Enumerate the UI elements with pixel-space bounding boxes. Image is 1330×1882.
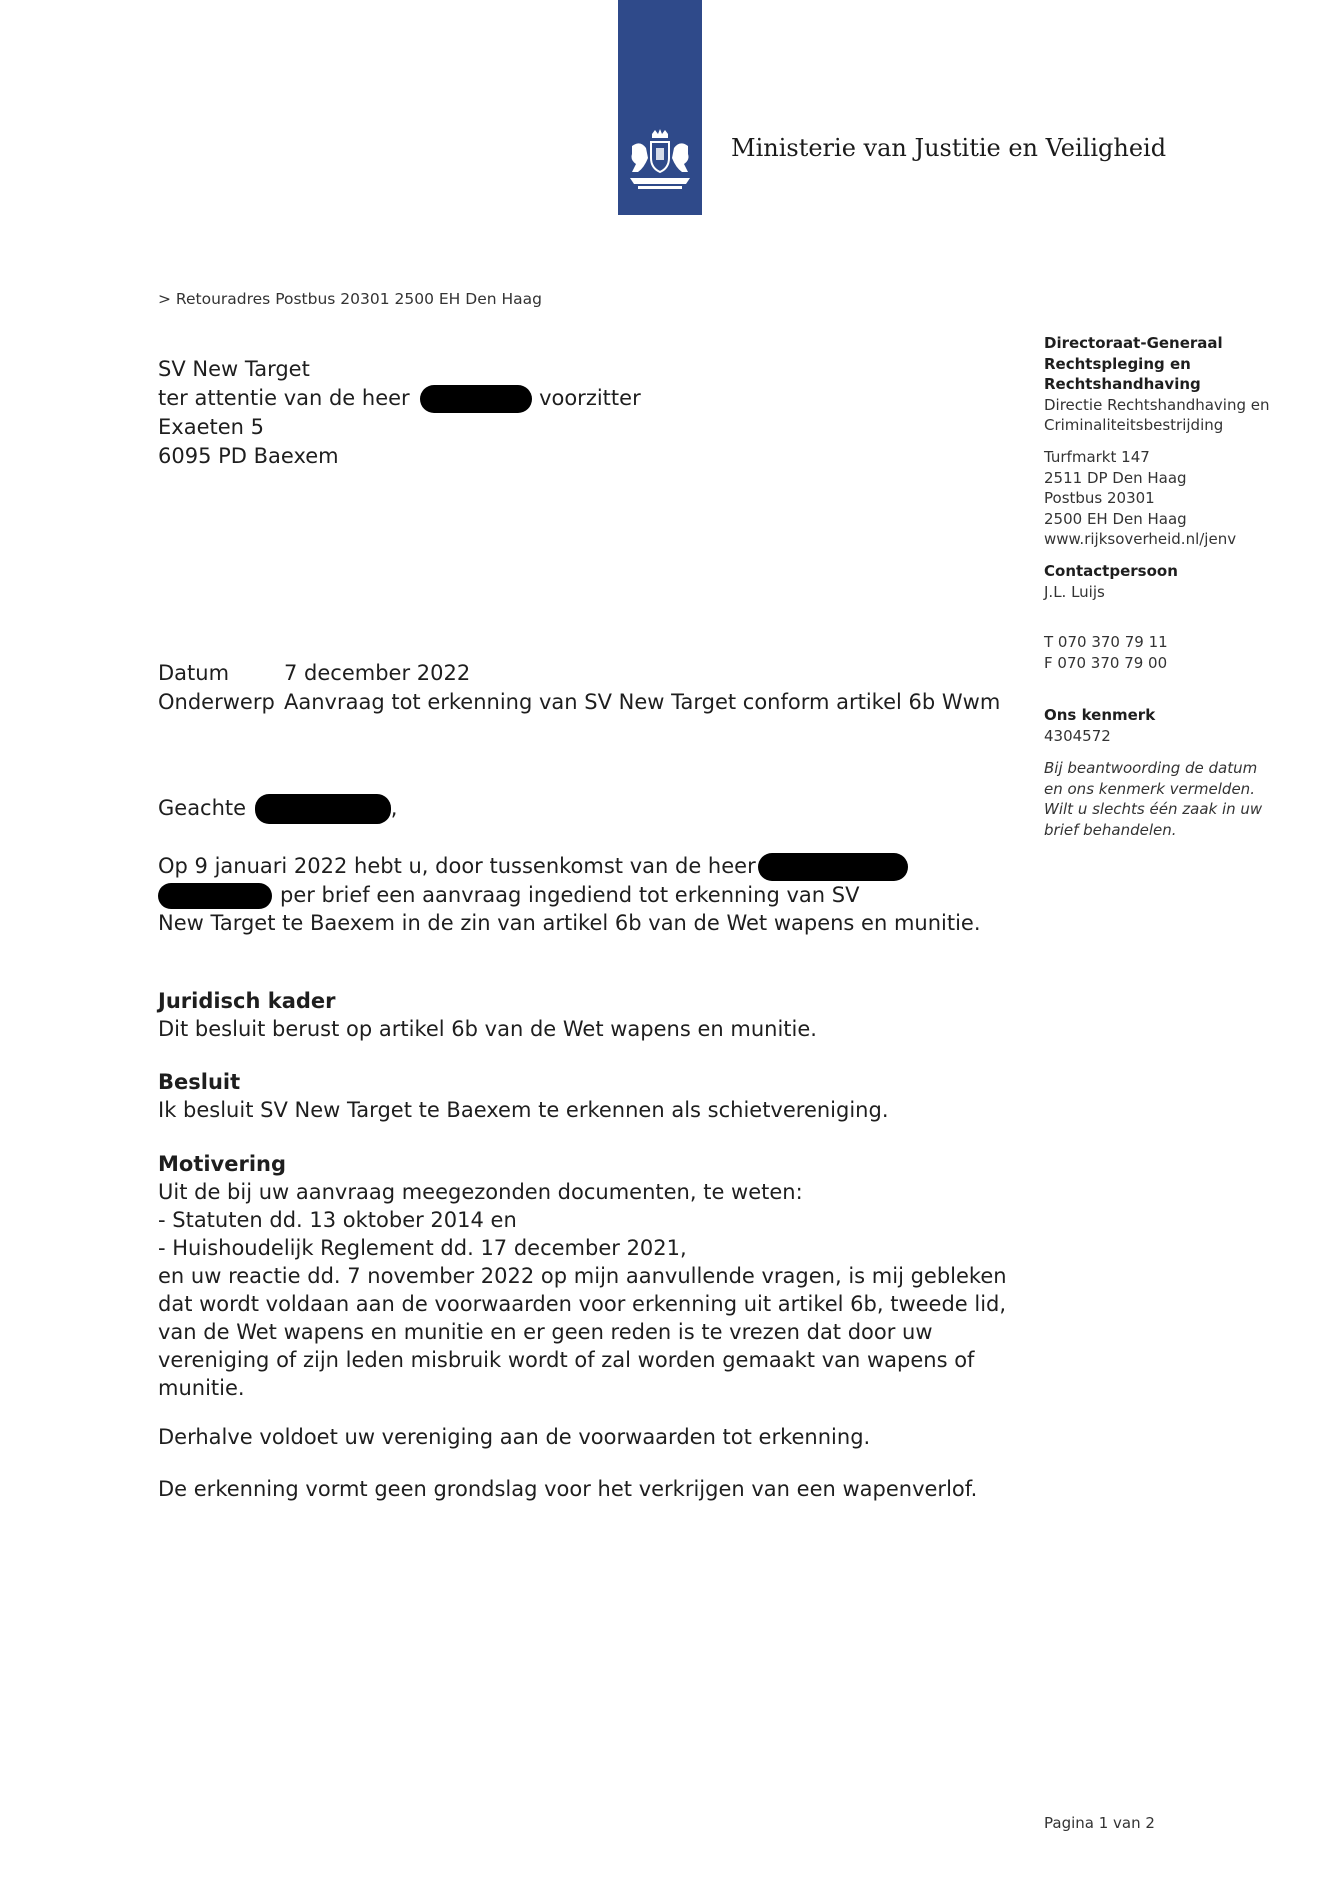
conclusion: Derhalve voldoet uw vereniging aan de voorwaarden tot erkenning.	[158, 1425, 871, 1449]
date-row	[158, 659, 1000, 688]
salutation-end: ,	[390, 796, 398, 820]
recipient-street: Exaeten 5	[158, 415, 264, 439]
phone-number: T 070 370 79 11	[1044, 633, 1168, 651]
intro-line: Op 9 januari 2022 hebt u, door tussenkomst van de heer	[158, 854, 756, 878]
recipient-postal-city: 6095 PD Baexem	[158, 444, 339, 468]
department-line: Rechtspleging en	[1044, 354, 1191, 373]
motivation-line: - Huishoudelijk Reglement dd. 17 december 2021,	[158, 1236, 687, 1260]
sidebar-phone	[1044, 632, 1304, 673]
intro-rest: New Target te Baexem in de zin van artikel 6b van de Wet wapens en munitie.	[158, 911, 981, 935]
department-line: Rechtshandhaving	[1044, 375, 1201, 393]
recipient-name: SV New Target	[158, 357, 310, 381]
motivation-line: Uit de bij uw aanvraag meegezonden documenten, te weten:	[158, 1180, 803, 1204]
note-line: brief behandelen.	[1044, 820, 1177, 839]
address-line: Postbus 20301	[1044, 489, 1155, 507]
ministry-name: Ministerie van Justitie en Veiligheid	[731, 134, 1167, 162]
sidebar-reference	[1044, 705, 1304, 746]
attention-prefix: ter attentie van de heer	[158, 386, 410, 410]
note-line: Bij beantwoording de datum	[1044, 759, 1258, 777]
motivation-section	[158, 1150, 1008, 1402]
redaction-bar	[758, 853, 908, 881]
decision-heading: Besluit	[158, 1070, 241, 1094]
reference-number: 4304572	[1044, 726, 1111, 745]
redaction-bar	[255, 794, 391, 824]
address-line: 2511 DP Den Haag	[1044, 468, 1187, 487]
coat-of-arms-icon	[618, 128, 702, 202]
contact-name: J.L. Luijs	[1044, 582, 1105, 601]
recipient-address	[158, 355, 641, 471]
subject-label: Onderwerp	[158, 690, 275, 714]
fax-number: F 070 370 79 00	[1044, 653, 1168, 672]
subject-row	[158, 688, 1000, 717]
reference-label: Ons kenmerk	[1044, 706, 1156, 724]
date-label: Datum	[158, 661, 230, 685]
sidebar-contact	[1044, 561, 1304, 602]
intro-paragraph	[158, 852, 1008, 937]
motivation-line: - Statuten dd. 13 oktober 2014 en	[158, 1208, 517, 1232]
letter-meta	[158, 659, 1000, 717]
directorate-line: Directie Rechtshandhaving en	[1044, 395, 1270, 414]
salutation	[158, 794, 1008, 824]
decision-text: Ik besluit SV New Target te Baexem te erkennen als schietvereniging.	[158, 1098, 889, 1122]
page-number: Pagina 1 van 2	[1044, 1814, 1155, 1832]
note-line: en ons kenmerk vermelden.	[1044, 779, 1255, 798]
note-line: Wilt u slechts één zaak in uw	[1044, 800, 1263, 818]
sidebar-department	[1044, 333, 1304, 436]
sidebar-address	[1044, 447, 1304, 550]
return-address: > Retouradres Postbus 20301 2500 EH Den Haag	[158, 290, 542, 308]
department-line: Directoraat-Generaal	[1044, 334, 1223, 352]
closing-statement: De erkenning vormt geen grondslag voor het verkrijgen van een wapenverlof.	[158, 1477, 978, 1501]
contact-label: Contactpersoon	[1044, 562, 1178, 580]
address-line: 2500 EH Den Haag	[1044, 509, 1187, 528]
redaction-bar	[420, 385, 532, 413]
intro-line: per brief een aanvraag ingediend tot erkenning van SV	[280, 883, 860, 907]
recipient-attention	[158, 384, 641, 413]
salutation-text: Geachte	[158, 796, 247, 820]
decision-section	[158, 1068, 1008, 1124]
address-line: Turfmarkt 147	[1044, 448, 1150, 466]
motivation-text: en uw reactie dd. 7 november 2022 op mijn aanvullende vragen, is mij gebleken dat wordt voldaan aan de voorwaarden voor erkenning uit artikel 6b, tweede lid, van de Wet wapens en munitie en er geen reden is te vrezen dat door uw vereniging of zijn leden misbruik wordt of zal worden gemaakt van wapens of munitie.	[158, 1264, 1007, 1400]
attention-suffix: voorzitter	[539, 386, 641, 410]
sidebar-note	[1044, 758, 1304, 840]
website-link[interactable]: www.rijksoverheid.nl/jenv	[1044, 530, 1237, 548]
legal-text: Dit besluit berust op artikel 6b van de Wet wapens en munitie.	[158, 1017, 817, 1041]
redaction-bar	[158, 883, 272, 909]
legal-heading: Juridisch kader	[158, 989, 336, 1013]
subject-value: Aanvraag tot erkenning van SV New Target conform artikel 6b Wwm	[284, 690, 1001, 714]
motivation-heading: Motivering	[158, 1152, 287, 1176]
directorate-line: Criminaliteitsbestrijding	[1044, 416, 1224, 434]
legal-section	[158, 987, 1008, 1043]
date-value: 7 december 2022	[284, 661, 471, 685]
